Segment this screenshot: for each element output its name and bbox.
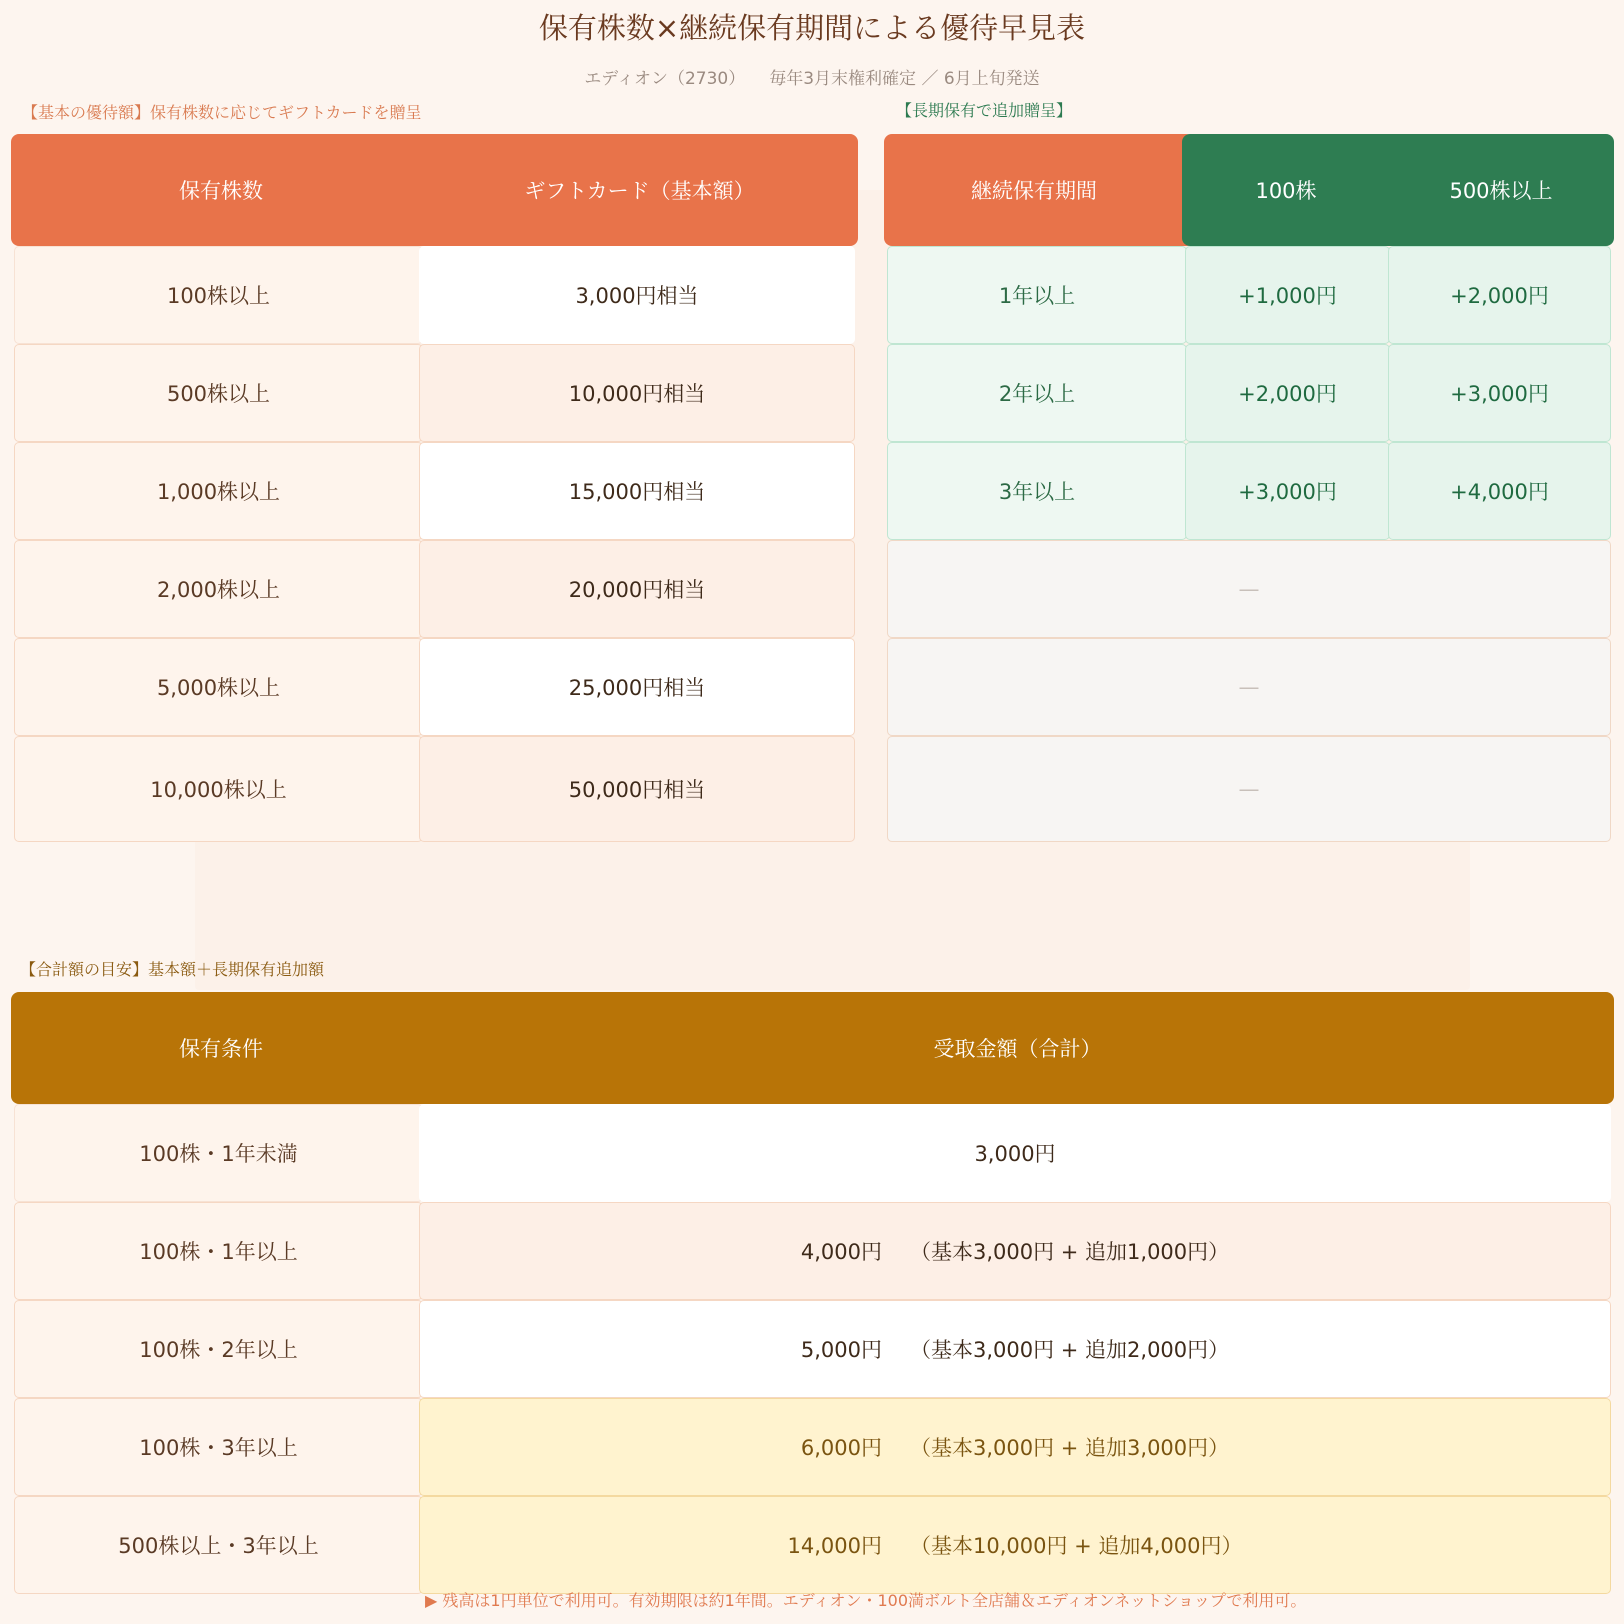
total-amount-cell	[419, 1300, 1611, 1398]
total-amount: 14,000円	[787, 1534, 882, 1558]
subtitle-schedule: 毎年3月末権利確定 ／ 6月上旬発送	[769, 69, 1040, 89]
page-title: 保有株数×継続保有期間による優待早見表	[538, 11, 1086, 45]
subtitle-company: エディオン（2730）	[584, 69, 746, 89]
total-breakdown: （基本3,000円 + 追加2,000円）	[909, 1338, 1230, 1362]
total-amount-cell	[419, 1104, 1611, 1202]
amount-cell: 20,000円相当	[419, 540, 855, 638]
header-period: 継続保有期間	[971, 179, 1097, 203]
basic-section-label: 【基本の優待額】保有株数に応じてギフトカードを贈呈	[22, 103, 422, 122]
condition-cell: 500株以上・3年以上	[14, 1496, 423, 1594]
total-amount: 6,000円	[800, 1436, 882, 1460]
amount-cell: 3,000円相当	[419, 246, 855, 344]
period-cell: 3年以上	[887, 442, 1187, 540]
shares-cell: 5,000株以上	[14, 638, 423, 736]
table-row	[11, 540, 858, 638]
shares-cell: 2,000株以上	[14, 540, 423, 638]
shares-cell: 1,000株以上	[14, 442, 423, 540]
bonus-500-cell: +3,000円	[1388, 344, 1611, 442]
table-row	[11, 1398, 1614, 1496]
header-100-shares: 100株	[1255, 179, 1317, 203]
condition-cell: 100株・2年以上	[14, 1300, 423, 1398]
table-row	[884, 344, 1614, 442]
amount-cell: 25,000円相当	[419, 638, 855, 736]
total-section-label: 【合計額の目安】基本額＋長期保有追加額	[20, 960, 325, 979]
header-shares: 保有株数	[179, 179, 263, 203]
footnote: ▶ 残高は1円単位で利用可。有効期限は約1年間。エディオン・100満ボルト全店舗＆エディオンネットショップで利用可。	[425, 1591, 1307, 1610]
header-gift-card: ギフトカード（基本額）	[524, 179, 755, 203]
empty-cell: —	[887, 736, 1611, 842]
bonus-100-cell: +2,000円	[1185, 344, 1390, 442]
total-amount: 3,000円	[974, 1142, 1056, 1166]
table-row-empty	[884, 540, 1614, 638]
table-row	[11, 1496, 1614, 1594]
table-row	[11, 442, 858, 540]
bonus-100-cell: +1,000円	[1185, 246, 1390, 344]
long-term-table	[884, 134, 1614, 830]
total-table	[11, 992, 1614, 1590]
table-row	[11, 344, 858, 442]
amount-cell: 50,000円相当	[419, 736, 855, 842]
table-row	[11, 1202, 1614, 1300]
empty-cell: —	[887, 638, 1611, 736]
condition-cell: 100株・1年以上	[14, 1202, 423, 1300]
table-row-empty	[884, 736, 1614, 842]
total-amount-cell	[419, 1202, 1611, 1300]
period-cell: 1年以上	[887, 246, 1187, 344]
header-500-shares: 500株以上	[1449, 179, 1553, 203]
table-row	[11, 1300, 1614, 1398]
total-amount: 5,000円	[800, 1338, 882, 1362]
table-row	[884, 442, 1614, 540]
bonus-100-cell: +3,000円	[1185, 442, 1390, 540]
bonus-500-cell: +2,000円	[1388, 246, 1611, 344]
bonus-500-cell: +4,000円	[1388, 442, 1611, 540]
long-term-section-label: 【長期保有で追加贈呈】	[896, 101, 1073, 120]
period-cell: 2年以上	[887, 344, 1187, 442]
condition-cell: 100株・3年以上	[14, 1398, 423, 1496]
total-breakdown: （基本10,000円 + 追加4,000円）	[909, 1534, 1243, 1558]
total-amount-cell	[419, 1496, 1611, 1594]
shares-cell: 100株以上	[14, 246, 423, 344]
header-total-amount: 受取金額（合計）	[933, 1037, 1102, 1061]
page-subtitle	[0, 64, 1624, 89]
shares-cell: 500株以上	[14, 344, 423, 442]
shares-cell: 10,000株以上	[14, 736, 423, 842]
amount-cell: 15,000円相当	[419, 442, 855, 540]
empty-cell: —	[887, 540, 1611, 638]
table-row	[11, 246, 858, 344]
table-row	[11, 638, 858, 736]
table-row	[11, 1104, 1614, 1202]
basic-table	[11, 134, 858, 830]
header-condition: 保有条件	[179, 1037, 263, 1061]
table-row-empty	[884, 638, 1614, 736]
amount-cell: 10,000円相当	[419, 344, 855, 442]
table-row	[11, 736, 858, 842]
total-amount-cell	[419, 1398, 1611, 1496]
condition-cell: 100株・1年未満	[14, 1104, 423, 1202]
total-amount: 4,000円	[800, 1240, 882, 1264]
total-breakdown: （基本3,000円 + 追加3,000円）	[909, 1436, 1230, 1460]
table-row	[884, 246, 1614, 344]
total-breakdown: （基本3,000円 + 追加1,000円）	[909, 1240, 1230, 1264]
